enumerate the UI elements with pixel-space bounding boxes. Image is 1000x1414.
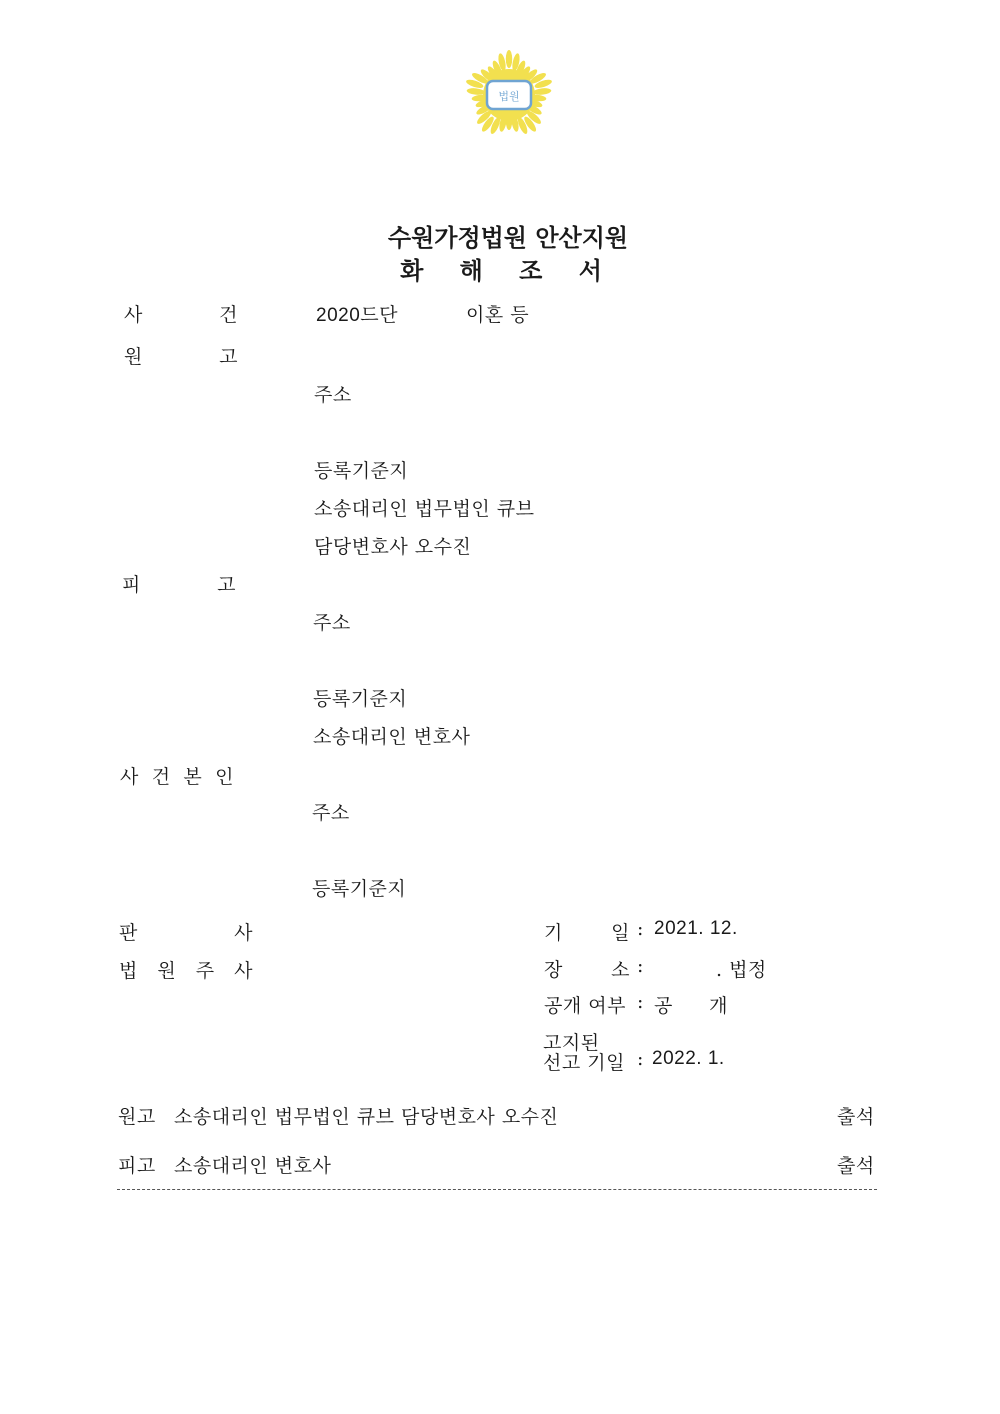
emblem-petal (466, 87, 485, 95)
sentence-date-value: 2022. 1. (652, 1048, 725, 1069)
plaintiff-registry-label: 등록기준지 (314, 460, 409, 482)
attendance-plaintiff-text: 소송대리인 법무법인 큐브 담당변호사 오수진 (174, 1106, 559, 1128)
case-name: 이혼 등 (466, 304, 530, 326)
emblem-petal (506, 50, 512, 68)
principal-label: 사 건 본 인 (120, 766, 234, 788)
hearing-place-colon: : (637, 955, 644, 977)
hearing-place-value: . 법정 (716, 959, 767, 981)
public-label: 공개 여부 (544, 995, 626, 1017)
attendance-defendant-text: 소송대리인 변호사 (174, 1155, 332, 1177)
document-title: 화 해 조 서 (400, 257, 616, 285)
public-value: 공 개 (654, 995, 728, 1017)
attendance-defendant-status: 출석 (837, 1155, 875, 1177)
hearing-date-label: 기 일 (544, 922, 630, 944)
hearing-place-label: 장 소 (544, 959, 630, 981)
court-emblem-icon (461, 48, 557, 140)
plaintiff-address-label: 주소 (314, 384, 352, 406)
clerk-label: 법 원 주 사 (119, 960, 253, 982)
attendance-plaintiff-status: 출석 (837, 1106, 875, 1128)
public-colon: : (637, 991, 644, 1013)
plaintiff-attorney: 소송대리인 법무법인 큐브 (314, 498, 535, 520)
case-number: 2020드단 (316, 305, 398, 326)
principal-registry-label: 등록기준지 (312, 878, 407, 900)
sentence-label-line1: 고지된 (543, 1032, 600, 1054)
emblem-petal (533, 87, 552, 95)
plaintiff-lawyer: 담당변호사 오수진 (314, 536, 472, 558)
attendance-defendant-party: 피고 (118, 1155, 156, 1177)
case-label: 사 건 (124, 304, 238, 326)
defendant-attorney: 소송대리인 변호사 (313, 726, 471, 748)
court-name: 수원가정법원 안산지원 (387, 224, 629, 252)
attendance-plaintiff-party: 원고 (118, 1106, 156, 1128)
defendant-label: 피 고 (122, 574, 236, 596)
defendant-registry-label: 등록기준지 (313, 688, 408, 710)
plaintiff-label: 원 고 (124, 346, 238, 368)
sentence-colon: : (637, 1048, 644, 1070)
sentence-label-line2: 선고 기일 (543, 1052, 625, 1074)
hearing-date-value: 2021. 12. (654, 918, 738, 939)
emblem-text: 법원 (498, 90, 520, 103)
defendant-address-label: 주소 (313, 612, 351, 634)
judge-label: 판 사 (119, 922, 253, 944)
divider-dashed (117, 1189, 877, 1190)
hearing-date-colon: : (637, 918, 644, 940)
principal-address-label: 주소 (312, 802, 350, 824)
